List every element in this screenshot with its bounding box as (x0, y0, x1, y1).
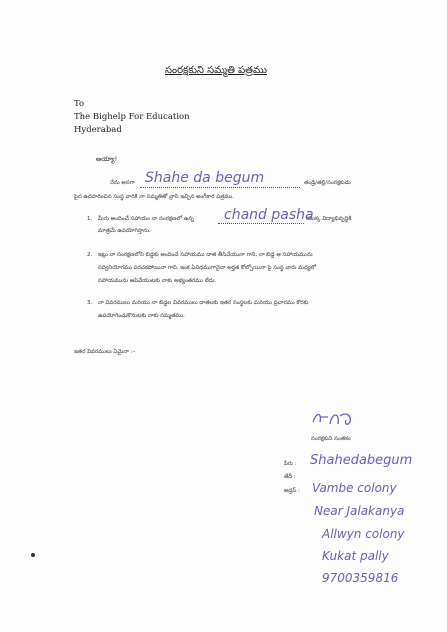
intro-prefix: నేను అనగా (110, 180, 135, 186)
name-label: పేరు : (284, 461, 297, 467)
item-1-number: 1. (87, 216, 93, 222)
item-1-prefix: మీరు అందించే సహాయం నా సంరక్షణలో ఉన్న (98, 216, 194, 222)
item-2-number: 2. (87, 252, 93, 258)
address-line-2: Near Jalakanya (314, 504, 405, 518)
recipient-organization: The Bighelp For Education (74, 112, 190, 122)
item-3-line2: ఉపయోగించుకొనుటకు నాకు సమ్మతము. (98, 313, 185, 319)
item-3-line1: నా వివరములు మరియు నా బిడ్డల వివరములు దాతలకు ఇతర సంస్థలకు మరియు ప్రచారము కొరకు (98, 300, 309, 306)
item-2-line2: సద్వినియోగము పరచకపోయినా గాని, ఇంక ఏవిధముగానైనా అర్హత కోల్పోయినా పై సంస్థ వారు మధ్యలో (98, 265, 317, 271)
item-1-line2: మాత్రమే ఉపయోగిస్తాను. (98, 228, 151, 234)
child-name-handwritten: chand pasha (224, 207, 314, 223)
document-title: సంరక్షకుని సమ్మతి పత్రము (165, 65, 267, 76)
guardian-signature (310, 408, 360, 430)
item-2-line3: సహాయమును ఆపివేయుటకు నాకు అభ్యంతరము లేదు. (98, 278, 217, 284)
intro-suffix: తండ్రి/తల్లి/సంరక్షకుడు (304, 180, 351, 186)
phone-number: 9700359816 (322, 571, 399, 585)
address-label: అడ్రస్ : (284, 488, 300, 494)
other-details-label: ఇతర వివరములు ఏమైనా :– (74, 349, 136, 355)
signature-label: సంరక్షకుని సంతకం (311, 436, 351, 442)
intro-name-dots (140, 187, 300, 188)
date-label: తేదీ : (284, 474, 296, 480)
address-line-4: Kukat pally (322, 549, 389, 563)
intro-line2: పైన ఉదహరించిన సంస్థ వారికి నా సమ్మతితో వ్రాసి ఇచ్చిన అంగీకార పత్రము. (74, 194, 234, 200)
item-1-suffix: యొక్క విద్యాభివృద్ధికి (306, 216, 352, 222)
recipient-city: Hyderabad (74, 125, 122, 135)
signature-name-handwritten: Shahedabegum (310, 453, 413, 468)
item-1-name-dots (218, 223, 304, 224)
address-line-3: Allwyn colony (322, 527, 405, 541)
recipient-to: To (74, 99, 85, 109)
item-3-number: 3. (87, 300, 93, 306)
guardian-name-handwritten: Shahe da begum (145, 170, 265, 186)
item-2-line1: ఇట్లు నా సంరక్షణలోని బిడ్డకు అందించే సహాయము దాత తీసివేయునా గాని, నా బిడ్డ ఆ సహాయమును (98, 252, 313, 258)
punch-mark (31, 553, 35, 557)
salutation: అయ్యా! (96, 155, 118, 163)
address-line-1: Vambe colony (312, 481, 397, 495)
